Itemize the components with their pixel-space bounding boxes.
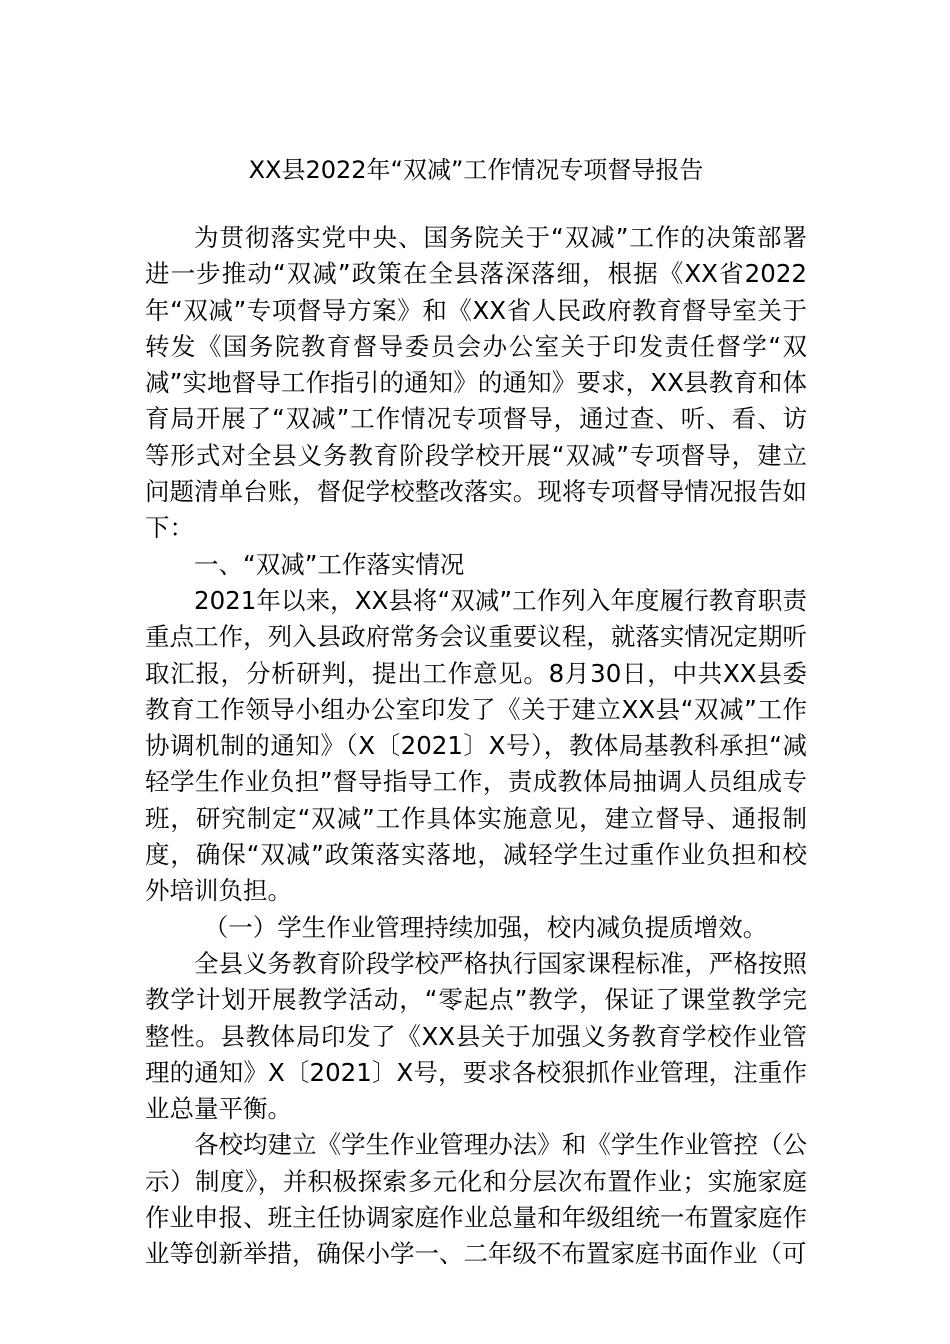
subsection-1-paragraph-1: 全县义务教育阶段学校严格执行国家课程标准，严格按照教学计划开展教学活动，“零起点”教学，保证了课堂教学完整性。县教体局印发了《XX县关于加强义务教育学校作业管理的通知》X〔2021〕X号，要求各校狠抓作业管理，注重作业总量平衡。 xyxy=(145,948,807,1124)
document-title: XX县2022年“双减”工作情况专项督导报告 xyxy=(248,156,704,184)
document-page xyxy=(145,150,807,1273)
section-1-paragraph: 2021年以来，XX县将“双减”工作列入年度履行教育职责重点工作，列入县政府常务会议重要议程，就落实情况定期听取汇报，分析研判，提出工作意见。8月30日，中共XX县委教育工作领导小组办公室印发了《关于建立XX县“双减”工作协调机制的通知》（X〔2021〕X号），教体局基教科承担“减轻学生作业负担”督导指导工作，责成教体局抽调人员组成专班，研究制定“双减”工作具体实施意见，建立督导、通报制度，确保“双减”政策落实落地，减轻学生过重作业负担和校外培训负担。 xyxy=(145,585,807,906)
subsection-1-paragraph-2: 各校均建立《学生作业管理办法》和《学生作业管控（公示）制度》，并积极探索多元化和分层次布置作业；实施家庭作业申报、班主任协调家庭作业总量和年级组统一布置家庭作业等创新举措，确保小学一、二年级不布置家庭书面作业（可 xyxy=(145,1130,807,1269)
section-heading-1: 一、“双减”工作落实情况 xyxy=(194,549,465,579)
intro-paragraph: 为贯彻落实党中央、国务院关于“双减”工作的决策部署进一步推动“双减”政策在全县落深落细，根据《XX省2022年“双减”专项督导方案》和《XX省人民政府教育督导室关于转发《国务院教育督导委员会办公室关于印发责任督学“双减”实地督导工作指引的通知》的通知》要求，XX县教育和体育局开展了“双减”工作情况专项督导，通过查、听、看、访等形式对全县义务教育阶段学校开展“双减”专项督导，建立问题清单台账，督促学校整改落实。现将专项督导情况报告如下： xyxy=(145,223,807,543)
subsection-heading-1: （一）学生作业管理持续加强，校内减负提质增效。 xyxy=(203,912,768,942)
